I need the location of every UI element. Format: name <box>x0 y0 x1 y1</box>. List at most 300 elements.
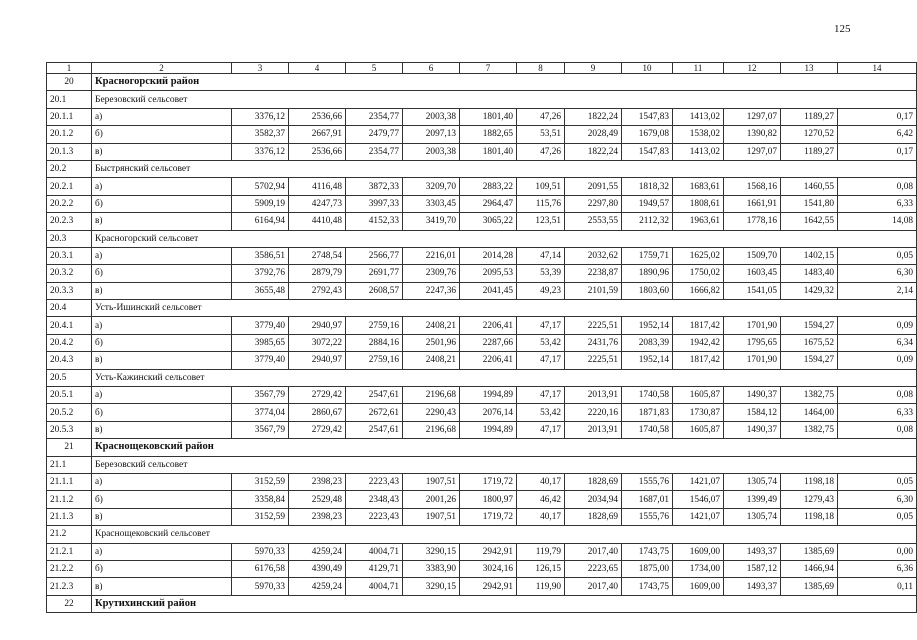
table-row <box>47 178 917 195</box>
row-code-cell: 20.1 <box>47 91 92 108</box>
variant-cell: а) <box>92 543 232 560</box>
value-cell: 1464,00 <box>781 404 838 421</box>
value-cell: 6,30 <box>838 491 917 508</box>
value-cell: 2608,57 <box>346 282 403 299</box>
value-cell: 1740,58 <box>622 421 673 438</box>
table-row <box>47 282 917 299</box>
value-cell: 3303,45 <box>403 195 460 212</box>
value-cell: 2860,67 <box>289 404 346 421</box>
value-cell: 1666,82 <box>673 282 724 299</box>
value-cell: 1568,16 <box>724 178 781 195</box>
value-cell: 47,14 <box>517 247 565 264</box>
value-cell: 2547,61 <box>346 421 403 438</box>
value-cell: 1778,16 <box>724 213 781 230</box>
value-cell: 1743,75 <box>622 578 673 595</box>
column-number-row <box>47 63 917 74</box>
value-cell: 0,17 <box>838 143 917 160</box>
value-cell: 3290,15 <box>403 543 460 560</box>
value-cell: 3872,33 <box>346 178 403 195</box>
column-number-cell: 10 <box>622 63 673 74</box>
table-row <box>47 560 917 577</box>
value-cell: 6,30 <box>838 265 917 282</box>
row-code-cell: 20.2.1 <box>47 178 92 195</box>
table-row <box>47 387 917 404</box>
council-name: Красногорский сельсовет <box>92 230 917 247</box>
column-number-cell: 14 <box>838 63 917 74</box>
value-cell: 1466,94 <box>781 560 838 577</box>
value-cell: 2884,16 <box>346 334 403 351</box>
value-cell: 3024,16 <box>460 560 517 577</box>
value-cell: 0,08 <box>838 387 917 404</box>
value-cell: 5970,33 <box>232 578 289 595</box>
variant-cell: в) <box>92 508 232 525</box>
variant-cell: в) <box>92 352 232 369</box>
value-cell: 1390,82 <box>724 126 781 143</box>
value-cell: 3358,84 <box>232 491 289 508</box>
value-cell: 2309,76 <box>403 265 460 282</box>
value-cell: 2691,77 <box>346 265 403 282</box>
value-cell: 47,17 <box>517 352 565 369</box>
value-cell: 2206,41 <box>460 317 517 334</box>
value-cell: 14,08 <box>838 213 917 230</box>
value-cell: 1740,58 <box>622 387 673 404</box>
value-cell: 53,51 <box>517 126 565 143</box>
value-cell: 1750,02 <box>673 265 724 282</box>
value-cell: 6,33 <box>838 195 917 212</box>
value-cell: 2297,80 <box>565 195 622 212</box>
value-cell: 2667,91 <box>289 126 346 143</box>
value-cell: 2112,32 <box>622 213 673 230</box>
value-cell: 2017,40 <box>565 543 622 560</box>
value-cell: 2013,91 <box>565 421 622 438</box>
value-cell: 2398,23 <box>289 473 346 490</box>
column-number-cell: 11 <box>673 63 724 74</box>
row-code-cell: 22 <box>47 595 92 612</box>
value-cell: 1297,07 <box>724 108 781 125</box>
value-cell: 6176,58 <box>232 560 289 577</box>
table-row <box>47 265 917 282</box>
value-cell: 1490,37 <box>724 387 781 404</box>
value-cell: 3774,04 <box>232 404 289 421</box>
value-cell: 1594,27 <box>781 317 838 334</box>
value-cell: 1538,02 <box>673 126 724 143</box>
value-cell: 1875,00 <box>622 560 673 577</box>
value-cell: 2003,38 <box>403 143 460 160</box>
value-cell: 2348,43 <box>346 491 403 508</box>
value-cell: 2479,77 <box>346 126 403 143</box>
value-cell: 4410,48 <box>289 213 346 230</box>
value-cell: 1402,15 <box>781 247 838 264</box>
column-number-cell: 4 <box>289 63 346 74</box>
value-cell: 0,05 <box>838 247 917 264</box>
value-cell: 1907,51 <box>403 473 460 490</box>
value-cell: 2076,14 <box>460 404 517 421</box>
value-cell: 2672,61 <box>346 404 403 421</box>
column-number-cell: 2 <box>92 63 232 74</box>
value-cell: 4259,24 <box>289 578 346 595</box>
value-cell: 0,05 <box>838 473 917 490</box>
value-cell: 2879,79 <box>289 265 346 282</box>
value-cell: 3792,76 <box>232 265 289 282</box>
table-row <box>47 317 917 334</box>
value-cell: 1547,83 <box>622 143 673 160</box>
variant-cell: а) <box>92 317 232 334</box>
value-cell: 1730,87 <box>673 404 724 421</box>
row-code-cell: 21.1.1 <box>47 473 92 490</box>
column-number-cell: 1 <box>47 63 92 74</box>
value-cell: 1413,02 <box>673 108 724 125</box>
variant-cell: в) <box>92 282 232 299</box>
value-cell: 3779,40 <box>232 317 289 334</box>
value-cell: 3376,12 <box>232 143 289 160</box>
value-cell: 1963,61 <box>673 213 724 230</box>
value-cell: 1642,55 <box>781 213 838 230</box>
row-code-cell: 21.1.2 <box>47 491 92 508</box>
value-cell: 3065,22 <box>460 213 517 230</box>
value-cell: 2225,51 <box>565 352 622 369</box>
value-cell: 40,17 <box>517 473 565 490</box>
value-cell: 6,34 <box>838 334 917 351</box>
value-cell: 1687,01 <box>622 491 673 508</box>
council-name: Березовский сельсовет <box>92 456 917 473</box>
council-name: Усть-Кажинский сельсовет <box>92 369 917 386</box>
value-cell: 126,15 <box>517 560 565 577</box>
value-cell: 2566,77 <box>346 247 403 264</box>
table-row <box>47 543 917 560</box>
value-cell: 6164,94 <box>232 213 289 230</box>
value-cell: 1609,00 <box>673 578 724 595</box>
table-row <box>47 126 917 143</box>
value-cell: 3072,22 <box>289 334 346 351</box>
variant-cell: в) <box>92 213 232 230</box>
row-code-cell: 20.5.3 <box>47 421 92 438</box>
table-row <box>47 247 917 264</box>
table-row <box>47 195 917 212</box>
table-row <box>47 404 917 421</box>
value-cell: 1490,37 <box>724 421 781 438</box>
value-cell: 53,39 <box>517 265 565 282</box>
value-cell: 1605,87 <box>673 421 724 438</box>
value-cell: 2101,59 <box>565 282 622 299</box>
value-cell: 4116,48 <box>289 178 346 195</box>
value-cell: 0,09 <box>838 317 917 334</box>
value-cell: 1555,76 <box>622 508 673 525</box>
value-cell: 0,09 <box>838 352 917 369</box>
value-cell: 3586,51 <box>232 247 289 264</box>
variant-cell: в) <box>92 143 232 160</box>
value-cell: 1198,18 <box>781 508 838 525</box>
value-cell: 2238,87 <box>565 265 622 282</box>
value-cell: 2091,55 <box>565 178 622 195</box>
value-cell: 1605,87 <box>673 387 724 404</box>
value-cell: 2553,55 <box>565 213 622 230</box>
value-cell: 1189,27 <box>781 108 838 125</box>
value-cell: 1493,37 <box>724 543 781 560</box>
row-code-cell: 21.2.3 <box>47 578 92 595</box>
value-cell: 6,36 <box>838 560 917 577</box>
variant-cell: б) <box>92 560 232 577</box>
value-cell: 2083,39 <box>622 334 673 351</box>
row-code-cell: 20.3.1 <box>47 247 92 264</box>
value-cell: 2354,77 <box>346 108 403 125</box>
value-cell: 2014,28 <box>460 247 517 264</box>
value-cell: 1701,90 <box>724 352 781 369</box>
value-cell: 1822,24 <box>565 143 622 160</box>
value-cell: 1509,70 <box>724 247 781 264</box>
value-cell: 1541,05 <box>724 282 781 299</box>
council-name: Быстрянский сельсовет <box>92 160 917 177</box>
value-cell: 3152,59 <box>232 473 289 490</box>
council-name: Усть-Ишинский сельсовет <box>92 300 917 317</box>
row-code-cell: 20.1.2 <box>47 126 92 143</box>
row-code-cell: 20.4.1 <box>47 317 92 334</box>
value-cell: 1609,00 <box>673 543 724 560</box>
value-cell: 3567,79 <box>232 421 289 438</box>
row-code-cell: 20.2.2 <box>47 195 92 212</box>
value-cell: 2759,16 <box>346 317 403 334</box>
value-cell: 3567,79 <box>232 387 289 404</box>
value-cell: 0,05 <box>838 508 917 525</box>
value-cell: 2536,66 <box>289 143 346 160</box>
row-code-cell: 21 <box>47 439 92 456</box>
value-cell: 2408,21 <box>403 352 460 369</box>
value-cell: 1429,32 <box>781 282 838 299</box>
value-cell: 6,42 <box>838 126 917 143</box>
value-cell: 47,17 <box>517 421 565 438</box>
value-cell: 40,17 <box>517 508 565 525</box>
row-code-cell: 21.2.1 <box>47 543 92 560</box>
row-code-cell: 20.5 <box>47 369 92 386</box>
value-cell: 4247,73 <box>289 195 346 212</box>
value-cell: 1890,96 <box>622 265 673 282</box>
value-cell: 46,42 <box>517 491 565 508</box>
value-cell: 2408,21 <box>403 317 460 334</box>
value-cell: 2759,16 <box>346 352 403 369</box>
value-cell: 2017,40 <box>565 578 622 595</box>
row-code-cell: 20.1.3 <box>47 143 92 160</box>
value-cell: 1189,27 <box>781 143 838 160</box>
value-cell: 3383,90 <box>403 560 460 577</box>
value-cell: 3997,33 <box>346 195 403 212</box>
table-row <box>47 473 917 490</box>
village-council-row <box>47 300 917 317</box>
district-name: Крутихинский район <box>92 595 917 612</box>
column-number-cell: 9 <box>565 63 622 74</box>
village-council-row <box>47 160 917 177</box>
value-cell: 2034,94 <box>565 491 622 508</box>
value-cell: 2547,61 <box>346 387 403 404</box>
village-council-row <box>47 91 917 108</box>
value-cell: 0,08 <box>838 421 917 438</box>
value-cell: 1994,89 <box>460 421 517 438</box>
value-cell: 47,26 <box>517 143 565 160</box>
value-cell: 1801,40 <box>460 143 517 160</box>
row-code-cell: 21.1 <box>47 456 92 473</box>
variant-cell: а) <box>92 178 232 195</box>
value-cell: 1385,69 <box>781 543 838 560</box>
value-cell: 1594,27 <box>781 352 838 369</box>
column-number-cell: 5 <box>346 63 403 74</box>
value-cell: 1198,18 <box>781 473 838 490</box>
value-cell: 1952,14 <box>622 317 673 334</box>
value-cell: 3985,65 <box>232 334 289 351</box>
value-cell: 1795,65 <box>724 334 781 351</box>
tariff-table <box>46 62 917 613</box>
value-cell: 1297,07 <box>724 143 781 160</box>
value-cell: 2942,91 <box>460 578 517 595</box>
value-cell: 1808,61 <box>673 195 724 212</box>
village-council-row <box>47 230 917 247</box>
table-row <box>47 491 917 508</box>
value-cell: 1413,02 <box>673 143 724 160</box>
value-cell: 2883,22 <box>460 178 517 195</box>
value-cell: 1547,83 <box>622 108 673 125</box>
variant-cell: а) <box>92 473 232 490</box>
value-cell: 3290,15 <box>403 578 460 595</box>
district-header-row <box>47 74 917 91</box>
variant-cell: б) <box>92 404 232 421</box>
value-cell: 1625,02 <box>673 247 724 264</box>
district-header-row <box>47 595 917 612</box>
value-cell: 2748,54 <box>289 247 346 264</box>
row-code-cell: 20.4.2 <box>47 334 92 351</box>
value-cell: 1759,71 <box>622 247 673 264</box>
row-code-cell: 20.2 <box>47 160 92 177</box>
village-council-row <box>47 526 917 543</box>
variant-cell: б) <box>92 334 232 351</box>
value-cell: 1460,55 <box>781 178 838 195</box>
value-cell: 1661,91 <box>724 195 781 212</box>
row-code-cell: 20.5.2 <box>47 404 92 421</box>
value-cell: 5970,33 <box>232 543 289 560</box>
value-cell: 3152,59 <box>232 508 289 525</box>
council-name: Краснощековский сельсовет <box>92 526 917 543</box>
value-cell: 1603,45 <box>724 265 781 282</box>
value-cell: 2097,13 <box>403 126 460 143</box>
column-number-cell: 8 <box>517 63 565 74</box>
district-header-row <box>47 439 917 456</box>
table-row <box>47 334 917 351</box>
council-name: Березовский сельсовет <box>92 91 917 108</box>
value-cell: 3419,70 <box>403 213 460 230</box>
value-cell: 4129,71 <box>346 560 403 577</box>
value-cell: 1683,61 <box>673 178 724 195</box>
value-cell: 1817,42 <box>673 352 724 369</box>
value-cell: 2032,62 <box>565 247 622 264</box>
value-cell: 0,08 <box>838 178 917 195</box>
value-cell: 1399,49 <box>724 491 781 508</box>
value-cell: 1800,97 <box>460 491 517 508</box>
value-cell: 1871,83 <box>622 404 673 421</box>
value-cell: 3655,48 <box>232 282 289 299</box>
value-cell: 2729,42 <box>289 421 346 438</box>
column-number-cell: 3 <box>232 63 289 74</box>
variant-cell: а) <box>92 387 232 404</box>
value-cell: 2095,53 <box>460 265 517 282</box>
page-number: 125 <box>834 23 851 35</box>
village-council-row <box>47 456 917 473</box>
value-cell: 119,90 <box>517 578 565 595</box>
value-cell: 2529,48 <box>289 491 346 508</box>
value-cell: 0,11 <box>838 578 917 595</box>
value-cell: 3779,40 <box>232 352 289 369</box>
value-cell: 3209,70 <box>403 178 460 195</box>
table-row <box>47 143 917 160</box>
variant-cell: а) <box>92 247 232 264</box>
row-code-cell: 20.4 <box>47 300 92 317</box>
value-cell: 1679,08 <box>622 126 673 143</box>
value-cell: 1828,69 <box>565 473 622 490</box>
value-cell: 2536,66 <box>289 108 346 125</box>
value-cell: 2028,49 <box>565 126 622 143</box>
value-cell: 1817,42 <box>673 317 724 334</box>
value-cell: 6,33 <box>838 404 917 421</box>
variant-cell: в) <box>92 578 232 595</box>
value-cell: 1675,52 <box>781 334 838 351</box>
value-cell: 1382,75 <box>781 421 838 438</box>
village-council-row <box>47 369 917 386</box>
value-cell: 47,17 <box>517 387 565 404</box>
value-cell: 2942,91 <box>460 543 517 560</box>
value-cell: 1270,52 <box>781 126 838 143</box>
value-cell: 2290,43 <box>403 404 460 421</box>
value-cell: 2354,77 <box>346 143 403 160</box>
value-cell: 2196,68 <box>403 387 460 404</box>
value-cell: 2431,76 <box>565 334 622 351</box>
column-number-cell: 13 <box>781 63 838 74</box>
value-cell: 2196,68 <box>403 421 460 438</box>
value-cell: 2013,91 <box>565 387 622 404</box>
value-cell: 1952,14 <box>622 352 673 369</box>
value-cell: 2223,43 <box>346 473 403 490</box>
value-cell: 2223,43 <box>346 508 403 525</box>
value-cell: 2223,65 <box>565 560 622 577</box>
value-cell: 4152,33 <box>346 213 403 230</box>
value-cell: 53,42 <box>517 404 565 421</box>
district-name: Красногорский район <box>92 74 917 91</box>
value-cell: 2216,01 <box>403 247 460 264</box>
value-cell: 1803,60 <box>622 282 673 299</box>
value-cell: 1546,07 <box>673 491 724 508</box>
value-cell: 2940,97 <box>289 317 346 334</box>
value-cell: 2247,36 <box>403 282 460 299</box>
value-cell: 1305,74 <box>724 508 781 525</box>
value-cell: 2398,23 <box>289 508 346 525</box>
variant-cell: б) <box>92 491 232 508</box>
value-cell: 1719,72 <box>460 473 517 490</box>
variant-cell: б) <box>92 265 232 282</box>
table-row <box>47 578 917 595</box>
variant-cell: б) <box>92 195 232 212</box>
value-cell: 2003,38 <box>403 108 460 125</box>
value-cell: 115,76 <box>517 195 565 212</box>
value-cell: 2729,42 <box>289 387 346 404</box>
value-cell: 1382,75 <box>781 387 838 404</box>
value-cell: 1385,69 <box>781 578 838 595</box>
value-cell: 0,17 <box>838 108 917 125</box>
value-cell: 47,17 <box>517 317 565 334</box>
value-cell: 49,23 <box>517 282 565 299</box>
row-code-cell: 21.1.3 <box>47 508 92 525</box>
row-code-cell: 20.2.3 <box>47 213 92 230</box>
value-cell: 1587,12 <box>724 560 781 577</box>
value-cell: 5909,19 <box>232 195 289 212</box>
value-cell: 119,79 <box>517 543 565 560</box>
value-cell: 5702,94 <box>232 178 289 195</box>
value-cell: 2225,51 <box>565 317 622 334</box>
value-cell: 2792,43 <box>289 282 346 299</box>
table-row <box>47 213 917 230</box>
